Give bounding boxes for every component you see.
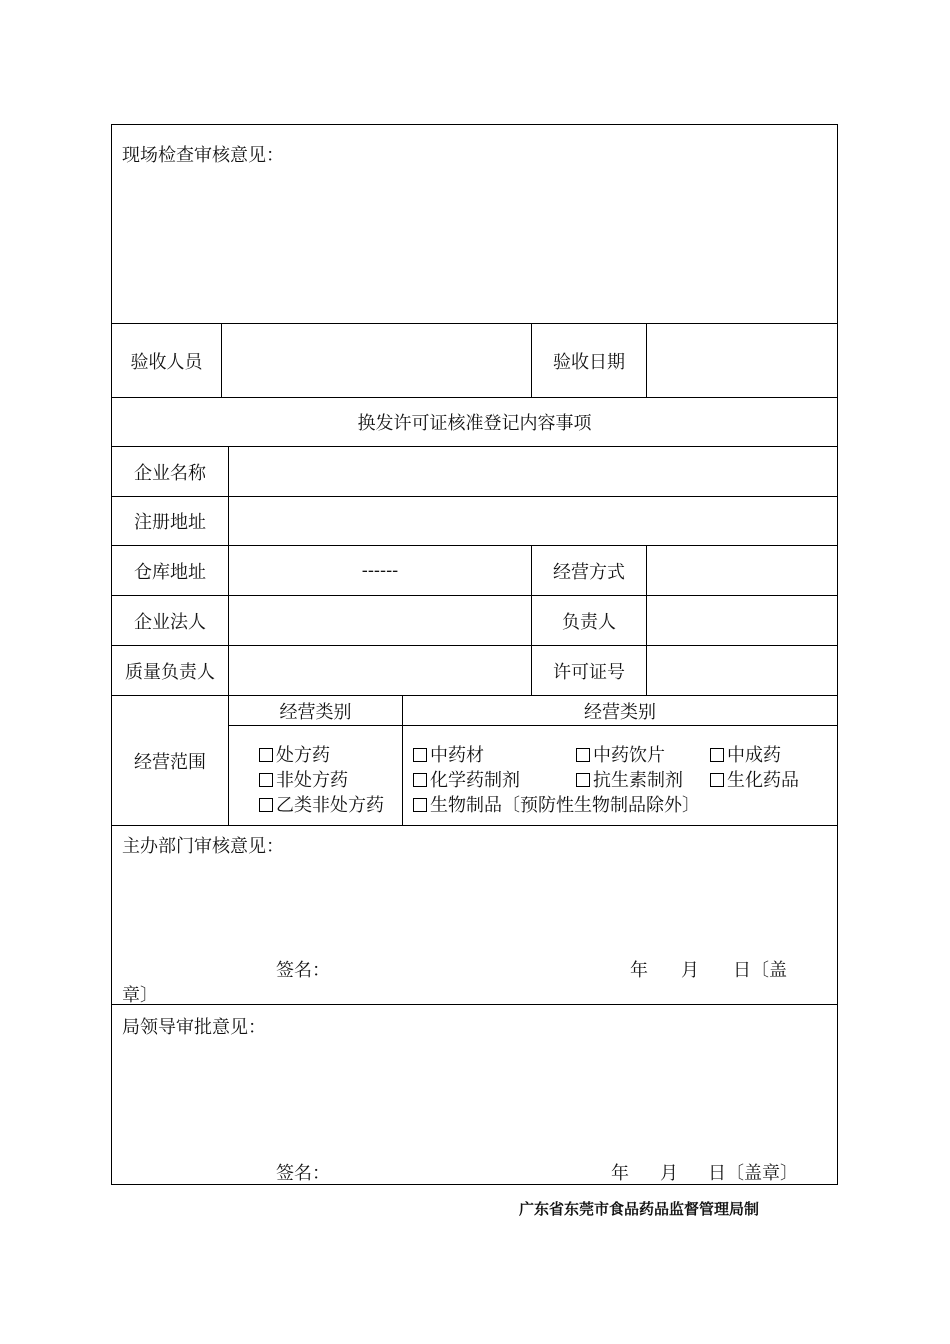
- quality-manager-label: 质量负责人: [125, 661, 215, 683]
- option-label: 非处方药: [276, 770, 348, 791]
- acceptance-person-label: 验收人员: [130, 351, 203, 373]
- dept-sign-label: 签名：: [276, 960, 330, 981]
- option-label: 中药饮片: [593, 745, 665, 766]
- checkbox-antibiotics[interactable]: [576, 766, 683, 792]
- person-in-charge-field[interactable]: [647, 596, 837, 645]
- checkbox-icon: [259, 798, 273, 812]
- acceptance-date-label: 验收日期: [553, 351, 625, 373]
- leader-date-month: 月: [660, 1163, 678, 1184]
- dept-date-month: 月: [681, 960, 699, 981]
- leader-review-field[interactable]: [112, 1040, 837, 1150]
- acceptance-person-field[interactable]: [222, 324, 531, 397]
- checkbox-icon: [413, 773, 427, 787]
- option-label: 生化药品: [727, 770, 799, 791]
- checkbox-icon: [710, 773, 724, 787]
- checkbox-patent-medicine[interactable]: [710, 741, 781, 767]
- checkbox-icon: [413, 748, 427, 762]
- category-header-right: 经营类别: [584, 701, 656, 723]
- option-label: 乙类非处方药: [276, 795, 384, 816]
- rule: [111, 124, 838, 125]
- site-inspection-field[interactable]: [112, 170, 837, 322]
- checkbox-icon: [710, 748, 724, 762]
- license-no-label: 许可证号: [553, 661, 625, 683]
- option-label: 化学药制剂: [430, 770, 520, 791]
- warehouse-address-label: 仓库地址: [134, 561, 206, 583]
- legal-person-field[interactable]: [229, 596, 531, 645]
- dept-date-day: 日〔盖: [733, 960, 787, 981]
- person-in-charge-label: 负责人: [562, 611, 616, 633]
- quality-manager-field[interactable]: [229, 646, 531, 695]
- business-mode-label: 经营方式: [553, 561, 625, 583]
- registration-title: 换发许可证核准登记内容事项: [357, 413, 592, 434]
- acceptance-date-field[interactable]: [647, 324, 837, 397]
- border-right: [837, 124, 838, 1185]
- registered-address-label: 注册地址: [134, 512, 206, 533]
- leader-review-label: 局领导审批意见：: [122, 1017, 266, 1038]
- checkbox-decoction-pieces[interactable]: [576, 741, 665, 767]
- legal-person-label: 企业法人: [134, 611, 206, 633]
- dept-review-field[interactable]: [112, 860, 837, 950]
- rule: [228, 725, 838, 726]
- company-name-field[interactable]: [229, 447, 837, 496]
- option-label: 生物制品〔预防性生物制品除外〕: [430, 795, 700, 816]
- option-label: 中成药: [727, 745, 781, 766]
- category-header-left: 经营类别: [279, 701, 352, 723]
- dept-date-year: 年: [630, 960, 648, 981]
- checkbox-biochemicals[interactable]: [710, 766, 799, 792]
- business-mode-field[interactable]: [647, 546, 837, 595]
- checkbox-chinese-herbs[interactable]: [413, 741, 484, 767]
- checkbox-prescription[interactable]: [259, 741, 330, 767]
- leader-sign-label: 签名：: [276, 1163, 330, 1184]
- business-scope-label: 经营范围: [134, 751, 206, 773]
- dept-review-label: 主办部门审核意见：: [122, 836, 284, 857]
- checkbox-icon: [413, 798, 427, 812]
- license-no-field[interactable]: [647, 646, 837, 695]
- company-name-label: 企业名称: [134, 462, 206, 484]
- checkbox-otc[interactable]: [259, 766, 348, 792]
- site-inspection-label: 现场检查审核意见：: [122, 145, 284, 166]
- leader-date-day: 日〔盖章〕: [708, 1163, 798, 1184]
- checkbox-icon: [259, 773, 273, 787]
- checkbox-icon: [576, 748, 590, 762]
- checkbox-otc-b[interactable]: [259, 791, 384, 817]
- rule: [111, 1004, 838, 1005]
- option-label: 抗生素制剂: [593, 770, 683, 791]
- registered-address-field[interactable]: [229, 497, 837, 545]
- leader-date-year: 年: [611, 1163, 629, 1184]
- checkbox-biological-products[interactable]: [413, 791, 700, 817]
- option-label: 中药材: [430, 745, 484, 766]
- checkbox-icon: [259, 748, 273, 762]
- dept-date-tail: 章〕: [122, 985, 158, 1006]
- option-label: 处方药: [276, 745, 330, 766]
- issuer-footer: 广东省东莞市食品药品监督管理局制: [519, 1200, 760, 1218]
- rule: [111, 825, 838, 826]
- warehouse-address-value[interactable]: ------: [361, 560, 399, 581]
- checkbox-icon: [576, 773, 590, 787]
- checkbox-chemical-preparations[interactable]: [413, 766, 520, 792]
